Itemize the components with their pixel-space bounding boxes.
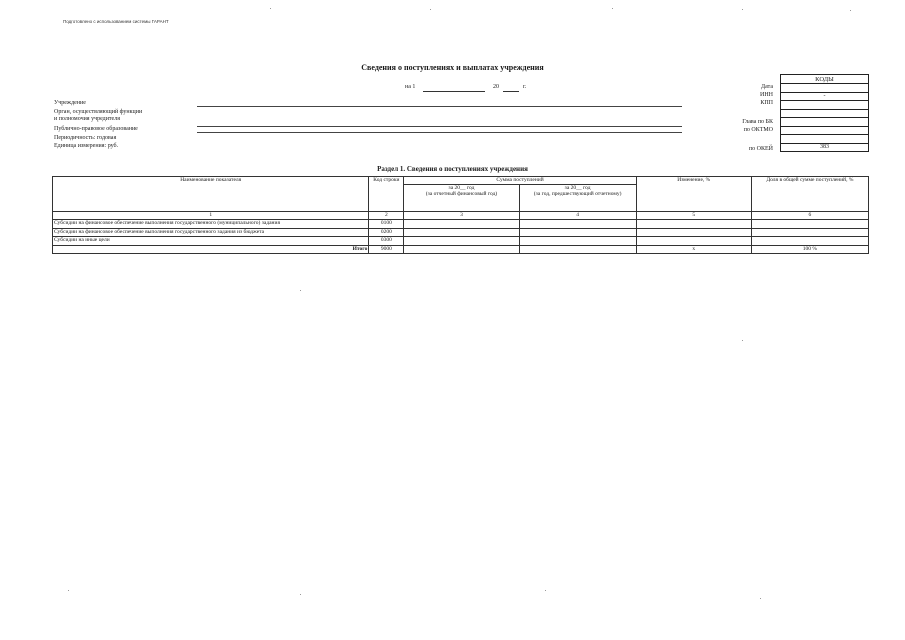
code-date [781, 84, 869, 93]
total-label: Итого [53, 245, 369, 254]
date-year-field [503, 90, 519, 92]
header-code: Код строки [369, 177, 404, 212]
header-year1-line2: (за отчетный финансовый год) [425, 191, 498, 197]
header-year2-line2: (за год, предшествующий отчетному) [533, 191, 622, 197]
prepared-note: Подготовлено с использованием системы ГАРАНТ [63, 19, 169, 24]
table-row [53, 237, 869, 246]
label-oktmo: по ОКТМО [743, 127, 773, 133]
row-value-year1 [404, 220, 519, 229]
header-year2-line1: за 20__ год [564, 184, 591, 191]
label-founder-line2: и полномочия учредителя [54, 116, 120, 122]
label-periodicity: Периодичность: годовая [54, 135, 117, 141]
scan-speck [300, 290, 301, 291]
header-sum: Сумма поступлений [404, 177, 636, 185]
row-value-year1 [404, 237, 519, 246]
code-blank-2 [781, 135, 869, 144]
date-prefix: на 1 [405, 84, 416, 90]
row-value-year1 [404, 228, 519, 237]
total-row [53, 245, 869, 254]
col-num-5: 5 [636, 212, 751, 220]
document-title: Сведения о поступлениях и выплатах учреждения [361, 63, 544, 72]
scan-speck [545, 590, 546, 591]
date-suffix: г. [523, 84, 527, 90]
label-founder-line1: Орган, осуществляющий функции [54, 109, 143, 115]
label-kpp: КПП [760, 100, 773, 106]
scan-speck [742, 9, 743, 10]
label-institution: Учреждение [54, 100, 86, 106]
row-change [636, 237, 751, 246]
label-inn: ИНН [760, 92, 773, 98]
row-name: Субсидии на финансовое обеспечение выполнения государственного задания из бюджета [53, 228, 369, 237]
scan-speck [742, 340, 743, 341]
header-row [53, 177, 869, 185]
header-year1-line1: за 20__ год [448, 184, 475, 191]
row-code: 0300 [369, 237, 404, 246]
table-row [53, 220, 869, 229]
col-num-2: 2 [369, 212, 404, 220]
code-blank-1 [781, 109, 869, 118]
col-num-4: 4 [519, 212, 636, 220]
scan-speck [270, 8, 271, 9]
row-name: Субсидии на иные цели [53, 237, 369, 246]
total-value-year1 [404, 245, 519, 254]
date-year-prefix: 20 [493, 84, 499, 90]
header-change: Изменение, % [636, 177, 751, 212]
col-num-6: 6 [751, 212, 868, 220]
col-num-1: 1 [53, 212, 369, 220]
scan-speck [760, 598, 761, 599]
row-share [751, 237, 868, 246]
header-name: Наименование показателя [53, 177, 369, 212]
header-year2 [519, 184, 636, 212]
receipts-table [52, 176, 869, 254]
label-unit: Единица измерения: руб. [54, 143, 119, 149]
total-share: 100 % [751, 245, 868, 254]
row-change [636, 228, 751, 237]
row-code: 0100 [369, 220, 404, 229]
total-value-year2 [519, 245, 636, 254]
scan-speck [300, 594, 301, 595]
row-value-year2 [519, 228, 636, 237]
section-title: Раздел 1. Сведения о поступлениях учреждения [377, 165, 528, 173]
row-name: Субсидии на финансовое обеспечение выполнения государственного (муниципального) задания [53, 220, 369, 229]
row-share [751, 228, 868, 237]
total-change: x [636, 245, 751, 254]
label-public-entity: Публично-правовое образование [54, 126, 138, 132]
column-numbers-row [53, 212, 869, 220]
code-inn: - [781, 92, 869, 101]
label-glava-bk: Глава по БК [742, 119, 773, 125]
row-value-year2 [519, 237, 636, 246]
total-code: 9000 [369, 245, 404, 254]
codes-header: КОДЫ [781, 75, 869, 84]
code-oktmo [781, 126, 869, 135]
institution-line [197, 106, 682, 107]
label-date: Дата [761, 84, 773, 90]
header-year1 [404, 184, 519, 212]
codes-table [780, 74, 869, 152]
code-glava-bk [781, 118, 869, 127]
row-share [751, 220, 868, 229]
label-okei: по ОКЕЙ [748, 146, 773, 152]
row-change [636, 220, 751, 229]
date-day-month-field [423, 90, 485, 92]
scan-speck [612, 8, 613, 9]
code-kpp [781, 101, 869, 110]
founder-line [197, 126, 682, 127]
code-okei: 383 [781, 143, 869, 152]
public-entity-line [197, 132, 682, 133]
scan-speck [68, 590, 69, 591]
table-row [53, 228, 869, 237]
col-num-3: 3 [404, 212, 519, 220]
scan-speck [430, 9, 431, 10]
header-share: Доля в общей сумме поступлений, % [751, 177, 868, 212]
row-value-year2 [519, 220, 636, 229]
scan-speck [850, 10, 851, 11]
row-code: 0200 [369, 228, 404, 237]
